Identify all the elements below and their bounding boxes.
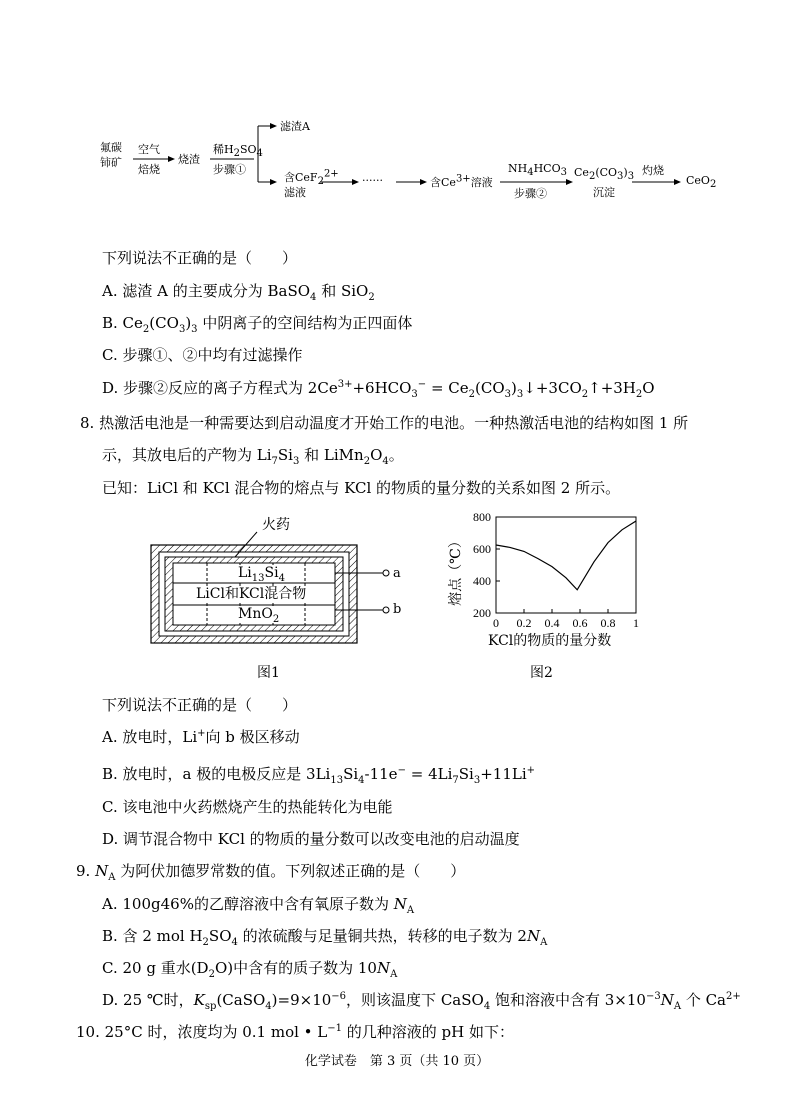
q10-line: 10. 25°C 时，浓度均为 0.1 mol • $L^{-1}$ 的几种溶液的 pH 如下：	[76, 1023, 514, 1041]
q9-option-a: A. 100g46%的乙醇溶液中含有氧原子数为 $N_A$	[102, 895, 415, 916]
y-tick-label: 800	[473, 510, 491, 524]
fig1-terminal-a: a	[393, 566, 401, 581]
q8-option-b: B. 放电时，a 极的电极反应是 $3Li_{13}Si_4-11e^- = 4Li_7Si_3+11Li^+$	[102, 765, 536, 786]
flow-precip	[574, 163, 634, 203]
q8-option-a: A. 放电时，Li+向 b 极区移动	[102, 728, 300, 746]
q9-option-b: B. 含 2 mol $H_2SO_4$ 的浓硫酸与足量铜共热，转移的电子数为 $2N_A$	[102, 927, 548, 948]
flow-dots: ······	[362, 174, 383, 187]
q8-known: 已知：LiCl 和 KCl 混合物的熔点与 KCl 的物质的量分数的关系如图 2 所示。	[102, 479, 621, 497]
flow-step2-top: 稀$H_2SO_4$	[213, 143, 263, 160]
flow-step1-top: 空气	[138, 143, 160, 156]
x-tick-label: 0.8	[600, 616, 616, 630]
fig2-plot-frame	[496, 517, 636, 613]
q8-option-c: C. 该电池中火药燃烧产生的热能转化为电能	[102, 798, 393, 816]
fig1-layer-mid: LiCl和KCl混合物	[196, 586, 307, 602]
q9-option-d: D. 25 ℃时，$K_{sp}(CaSO_4)=9\times 10^{-6}$，则该温度下 CaSO$_4$ 饱和溶液中含有 $3\times 10^{-3}N_A$ 个 $Ca^{2+}$	[102, 991, 741, 1012]
x-tick-label: 0.4	[544, 616, 560, 630]
page-footer: 化学试卷 第 3 页（共 10 页）	[304, 1054, 490, 1069]
q8-line1: 8. 热激活电池是一种需要达到启动温度才开始工作的电池。一种热激活电池的结构如图 1 所	[80, 414, 689, 432]
flow-branch-top: 滤渣A	[280, 120, 310, 133]
flow-branch-mid	[284, 170, 339, 200]
y-tick-label: 400	[473, 574, 491, 588]
q7-stem: 下列说法不正确的是（ ）	[102, 249, 298, 267]
flow-step4-top: 灼烧	[642, 164, 664, 177]
x-tick-label: 0.6	[572, 616, 588, 630]
q8-option-d: D. 调节混合物中 KCl 的物质的量分数可以改变电池的启动温度	[102, 830, 520, 848]
fig1-layer-top: $Li_{13}Si_4$	[238, 565, 285, 584]
fig1-layer-bottom: MnO$_2$	[238, 606, 280, 625]
flow-step3-top: $NH_4HCO_3$	[508, 162, 567, 179]
flow-step1-bottom: 焙烧	[138, 163, 160, 176]
x-tick-label: 1	[633, 616, 639, 630]
flow-roast-product: 烧渣	[178, 153, 200, 166]
flow-branch-mid-line1: 含CeF$_2^{2+}$	[284, 168, 339, 188]
q7-option-c: C. 步骤①、②中均有过滤操作	[102, 346, 303, 364]
fig1-caption: 图1	[257, 665, 280, 681]
fig2-ylabel: 熔点（℃）	[448, 534, 464, 606]
q9-line: 9. $N_A$ 为阿伏加德罗常数的值。下列叙述正确的是（ ）	[76, 862, 466, 883]
flow-step2-bottom: 步骤①	[213, 163, 246, 176]
flow-ce3-solution: 含$Ce^{3+}$溶液	[430, 173, 493, 189]
flow-final: CeO$_2$	[686, 174, 717, 191]
fig1-terminal-a-dot	[383, 570, 389, 576]
flow-start-line1: 氟碳	[100, 141, 122, 154]
y-tick-label: 600	[473, 542, 491, 556]
q7-option-d: D. 步骤②反应的离子方程式为 $2Ce^{3+}+6HCO_3^-$ = $Ce_2(CO_3)_3↓+3CO_2↑+3H_2O$	[102, 379, 655, 400]
fig2-caption: 图2	[530, 665, 553, 681]
q7-option-b: B. $Ce_2(CO_3)_3$ 中阴离子的空间结构为正四面体	[102, 314, 413, 335]
x-tick-label: 0	[493, 616, 499, 630]
flow-precip-line2: 沉淀	[593, 186, 616, 199]
q7-option-a: A. 滤渣 A 的主要成分为 BaSO$_4$ 和 SiO$_2$	[102, 282, 375, 303]
fig2-xlabel: KCl的物质的量分数	[488, 633, 612, 649]
fig2-series-line	[496, 521, 636, 590]
flow-start	[100, 140, 122, 170]
fig1-terminal-b: b	[393, 602, 402, 617]
fig1-terminal-b-dot	[383, 607, 389, 613]
flow-branch-mid-line2: 滤液	[284, 186, 306, 199]
q8-stem: 下列说法不正确的是（ ）	[102, 696, 298, 714]
q9-option-c: C. 20 g 重水$(D_2O)$中含有的质子数为 $10N_A$	[102, 959, 398, 980]
flow-start-line2: 铈矿	[100, 156, 122, 169]
fig1-gunpowder-label: 火药	[262, 517, 290, 533]
flow-precip-line1: $Ce_2(CO_3)_3$	[574, 166, 635, 183]
x-tick-label: 0.2	[516, 616, 532, 630]
y-tick-label: 200	[473, 606, 491, 620]
q8-line2: 示，其放电后的产物为 $Li_7Si_3$ 和 $LiMn_2O_4$。	[102, 446, 404, 467]
flow-step3-bottom: 步骤②	[514, 187, 547, 200]
